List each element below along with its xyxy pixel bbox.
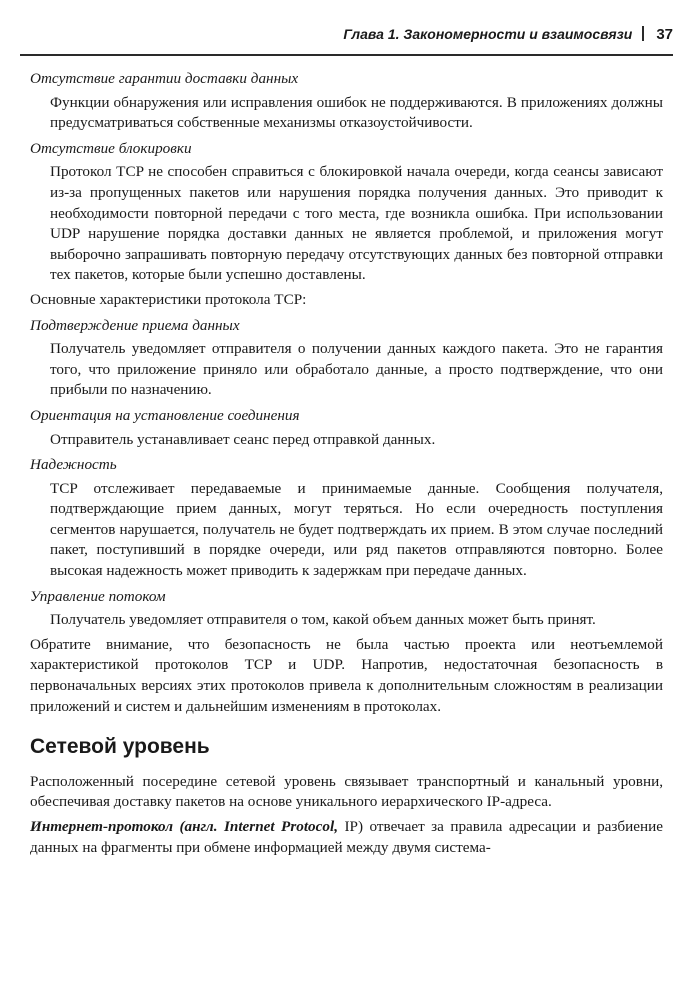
ip-paragraph xyxy=(30,817,663,858)
definition-text: TCP отслеживает передаваемые и принимаемые данные. Сообщения получателя, подтверждающие прием данных, могут теряться. Но если очередность поступления сегментов нарушается, получатель не будет подтверждать их прием. В этом случае последний пакет, поступивший в порядке очереди, или ряд пакетов отправляются повторно. Более высокая надежность может приводить к задержкам при передаче данных. xyxy=(50,479,663,580)
definition-item xyxy=(30,587,663,631)
security-note: Обратите внимание, что безопасность не была частью проекта или неотъемлемой характеристикой протоколов TCP и UDP. Напротив, недостаточная безопасность в первоначальных версиях этих протоколов привела к дополнительным сложностям в реализации приложений и систем и дальнейшим изменениям в протоколах. xyxy=(30,635,663,715)
definition-term: Подтверждение приема данных xyxy=(30,316,240,334)
definition-text: Получатель уведомляет отправителя о том, какой объем данных может быть принят. xyxy=(50,611,596,629)
definition-item xyxy=(30,69,663,134)
section-intro: Расположенный посередине сетевой уровень связывает транспортный и канальный уровни, обеспечивая доставку пакетов на основе уникального иерархического IP-адреса. xyxy=(30,772,663,811)
definition-text: Функции обнаружения или исправления ошибок не поддерживаются. В приложениях должны предусматриваться собственные механизмы отказоустойчивости. xyxy=(50,93,663,132)
page-number: 37 xyxy=(656,26,673,43)
definition-term: Ориентация на установление соединения xyxy=(30,406,300,424)
tcp-characteristics xyxy=(30,316,663,631)
definition-text: Отправитель устанавливает сеанс перед отправкой данных. xyxy=(50,430,436,448)
definition-term: Управление потоком xyxy=(30,587,166,605)
definition-term: Отсутствие гарантии доставки данных xyxy=(30,70,299,87)
definition-text: Получатель уведомляет отправителя о получении данных каждого пакета. Это не гарантия того, что приложение приняло или обработало данные, а просто подтверждение, что они прибыли по назначению. xyxy=(50,340,663,399)
definition-item xyxy=(30,406,663,450)
definition-item xyxy=(30,316,663,401)
definition-item xyxy=(30,139,663,286)
tcp-heading: Основные характеристики протокола TCP: xyxy=(30,290,307,308)
definition-item xyxy=(30,455,663,582)
running-header xyxy=(20,26,673,56)
ip-abbreviation: IP) xyxy=(344,818,364,835)
header-divider xyxy=(642,26,644,41)
definition-term: Отсутствие блокировки xyxy=(30,139,192,157)
definition-text: Протокол TCP не способен справиться с блокировкой начала очереди, когда сеансы зависают из-за пропущенных пакетов или нарушения порядка получения данных. Это приводит к необходимости повторной передачи с того места, где возникла ошибка. При использовании UDP нарушение порядка доставки данных не является проблемой, и приложения могут выборочно запрашивать повторную передачу отсутствующих данных без повторной отправки тех пакетов, которые были успешно доставлены. xyxy=(50,163,663,284)
chapter-title: Глава 1. Закономерности и взаимосвязи xyxy=(343,26,633,42)
ip-lead: Интернет-протокол (англ. Internet Protocol, xyxy=(30,818,338,835)
page-body xyxy=(30,64,663,861)
udp-characteristics xyxy=(30,69,663,286)
ip-text: отвечает за правила адресации и разбиение данных на фрагменты при обмене информацией между двумя система- xyxy=(30,818,664,856)
definition-term: Надежность xyxy=(30,456,117,474)
section-heading: Сетевой уровень xyxy=(30,735,210,759)
